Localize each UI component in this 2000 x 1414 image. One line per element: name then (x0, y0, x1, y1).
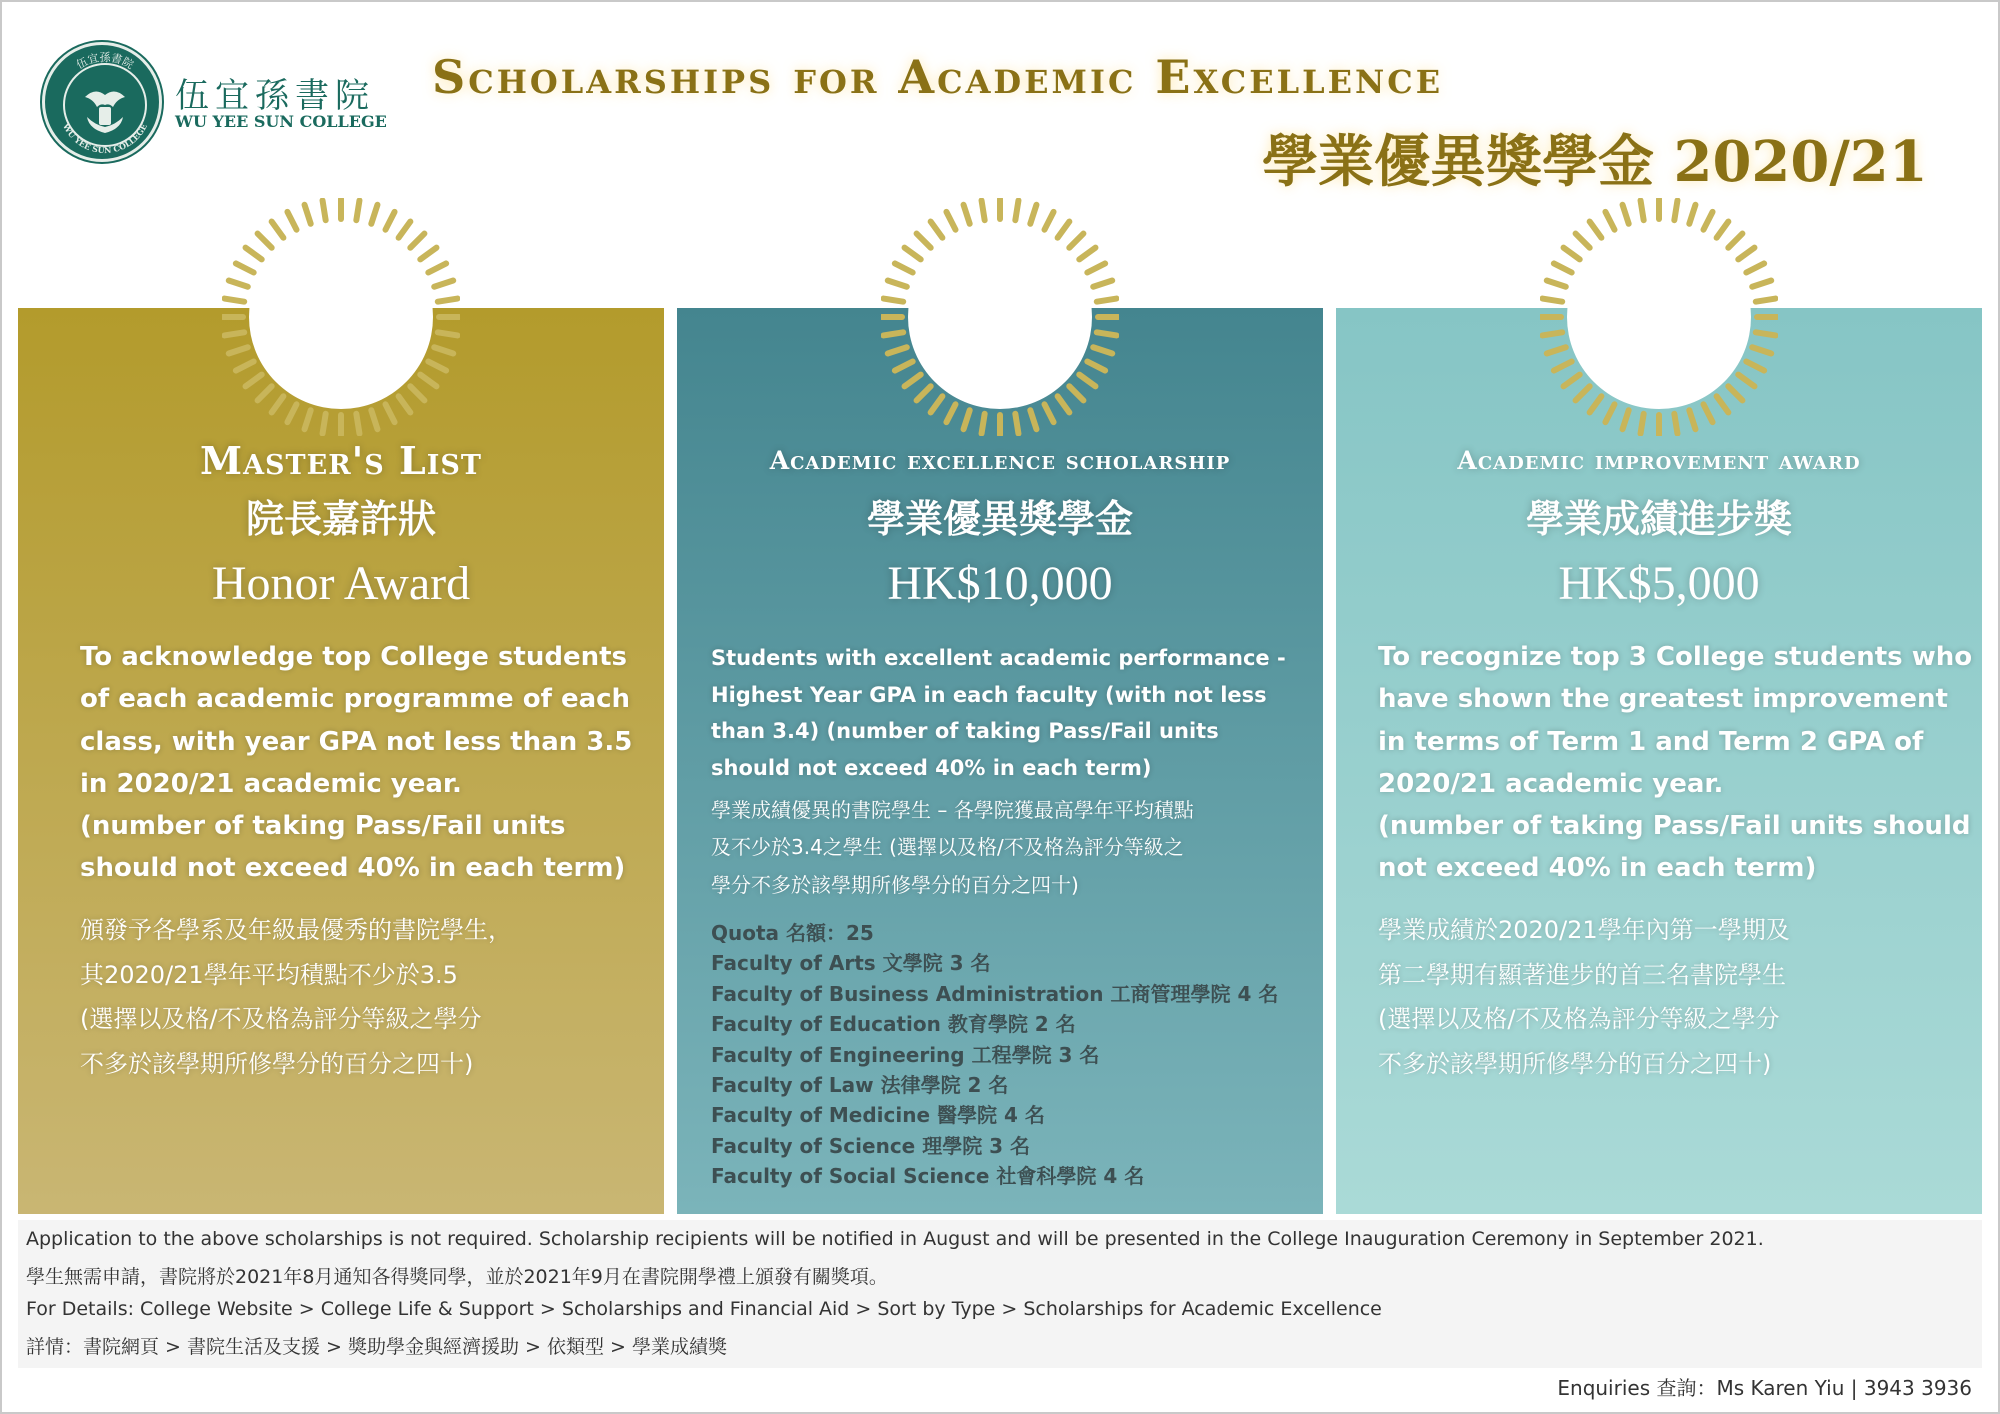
sun-ray (964, 410, 970, 429)
quota-item: Faculty of Engineering 工程學院 3 名 (711, 1042, 1100, 1067)
description-line: (選擇以及格/不及格為評分等級之學分 (1378, 1005, 1780, 1034)
college-crest-icon (42, 42, 162, 162)
sun-ray (1623, 410, 1629, 429)
sun-ray (1044, 404, 1053, 422)
sun-ray (272, 396, 284, 412)
sun-ray (1097, 299, 1117, 302)
sun-ray (1093, 347, 1112, 353)
panel-title-zh: 學業優異獎學金 (866, 496, 1133, 541)
sun-ray (1689, 205, 1695, 224)
sun-ray (1058, 396, 1070, 412)
description-line: not exceed 40% in each term) (1378, 853, 1817, 884)
svg-text:伍宜孫書院 (74, 51, 136, 72)
sun-ray (1079, 375, 1095, 387)
description-line: 2020/21 academic year. (1378, 768, 1724, 799)
sun-ray (1097, 332, 1117, 335)
sun-ray (371, 205, 377, 224)
description-line: should not exceed 40% in each term) (711, 755, 1152, 780)
description-line: 學業成績於2020/21學年內第一學期及 (1378, 916, 1790, 944)
sun-ray (883, 332, 903, 335)
quota-list (711, 918, 1278, 1192)
description-line: 不多於該學期所修學分的百分之四十) (1378, 1050, 1772, 1079)
panel-title-en: Academic excellence scholarship (769, 446, 1231, 475)
award-amount: HK$10,000 (887, 557, 1113, 610)
description-line: (number of taking Pass/Fail units (80, 811, 566, 842)
panel-description-zh (1378, 908, 1968, 1087)
description-line: (選擇以及格/不及格為評分等級之學分 (80, 1005, 482, 1034)
description-line: 不多於該學期所修學分的百分之四十) (80, 1050, 474, 1079)
sun-ray (1015, 414, 1018, 434)
sun-ray (287, 404, 296, 422)
sun-ray (1703, 404, 1712, 422)
sun-ray (1554, 263, 1572, 272)
sun-ray (236, 263, 254, 272)
panel-description-en (711, 640, 1311, 786)
sun-ray (905, 248, 921, 260)
description-line: 頒發予各學系及年級最優秀的書院學生， (80, 916, 512, 944)
sun-ray (1728, 386, 1742, 400)
sun-ray (1547, 347, 1566, 353)
sun-ray (1738, 248, 1754, 260)
description-line: in 2020/21 academic year. (80, 768, 462, 799)
sun-ray (1746, 361, 1764, 370)
panel-description-zh (80, 908, 640, 1087)
sun-ray (438, 299, 458, 302)
sun-ray (1030, 410, 1036, 429)
quota-total: Quota 名額：25 (711, 921, 874, 945)
sun-ray (323, 414, 326, 434)
panel-academic-excellence-scholarship (677, 308, 1323, 1214)
sun-ray (931, 396, 943, 412)
description-line: should not exceed 40% in each term) (80, 853, 626, 884)
sun-ray (1576, 234, 1590, 248)
sun-ray (272, 222, 284, 238)
sun-ray (888, 281, 907, 287)
description-line: 第二學期有顯著進步的首三名書院學生 (1378, 960, 1786, 989)
sun-ray (1590, 396, 1602, 412)
sun-ray (224, 299, 244, 302)
quota-item: Faculty of Education 教育學院 2 名 (711, 1012, 1076, 1037)
sun-ray (356, 200, 359, 220)
sun-ray (883, 299, 903, 302)
panel-masters-list (18, 308, 664, 1214)
sun-ray (399, 222, 411, 238)
description-line: 學業成績優異的書院學生 – 各學院獲最高學年平均積點 (711, 798, 1194, 822)
quota-item: Faculty of Medicine 醫學院 4 名 (711, 1103, 1045, 1128)
enquiries-contact: Enquiries 查詢：Ms Karen Yiu | 3943 3936 (1557, 1376, 1972, 1400)
sun-ray (385, 212, 394, 230)
sun-ray (1605, 404, 1614, 422)
sun-ray (1069, 386, 1083, 400)
sun-ray (246, 248, 262, 260)
sun-ray (1738, 375, 1754, 387)
sun-ray (1623, 205, 1629, 224)
sun-ray (905, 375, 921, 387)
sun-ray (323, 200, 326, 220)
panel-description-en (80, 636, 640, 890)
sun-ray (1756, 332, 1776, 335)
application-note (18, 1220, 1982, 1368)
sun-ray (1087, 263, 1105, 272)
description-line: 學分不多於該學期所修學分的百分之四十) (711, 872, 1079, 897)
sun-ray (1030, 205, 1036, 224)
description-line: of each academic programme of each (80, 684, 631, 715)
sun-ray (1093, 281, 1112, 287)
panel-title-en: Master's List (200, 438, 482, 483)
description-line: To acknowledge top College students (80, 642, 628, 672)
sun-ray (399, 396, 411, 412)
quota-item: Faculty of Law 法律學院 2 名 (711, 1073, 1009, 1098)
sun-ray (1079, 248, 1095, 260)
description-line: Students with excellent academic performance - (711, 646, 1286, 670)
description-line: (number of taking Pass/Fail units should (1378, 811, 1971, 842)
sun-ray (1590, 222, 1602, 238)
sun-ray (895, 263, 913, 272)
sun-ray (1728, 234, 1742, 248)
college-name-en: WU YEE SUN COLLEGE (175, 112, 387, 131)
sun-ray (946, 404, 955, 422)
panel-title-en: Academic improvement award (1457, 446, 1861, 475)
sun-ray (964, 205, 970, 224)
sun-ray (410, 234, 424, 248)
sun-ray (1069, 234, 1083, 248)
panel-description-en (1378, 636, 1973, 890)
sun-ray (1087, 361, 1105, 370)
sun-ray (428, 263, 446, 272)
description-line: in terms of Term 1 and Term 2 GPA of (1378, 726, 1924, 757)
sun-ray (1752, 347, 1771, 353)
sun-ray (428, 361, 446, 370)
sun-ray (982, 414, 985, 434)
quota-item: Faculty of Business Administration 工商管理學院 4 名 (711, 981, 1279, 1006)
details-path-zh: 詳情：書院網頁 > 書院生活及支援 > 獎助學金與經濟援助 > 依類型 > 學業成績獎 (26, 1336, 727, 1358)
description-line: 及不少於3.4之學生 (選擇以及格/不及格為評分等級之 (711, 835, 1184, 860)
sun-ray (1717, 396, 1729, 412)
sun-ray (224, 332, 244, 335)
note-line-en: Application to the above scholarships is not required. Scholarship recipients will be notified in August and will be presented in the College Inauguration Ceremony in September 2021. (26, 1228, 1764, 1250)
sun-ray (246, 375, 262, 387)
sunburst-icon (222, 198, 460, 436)
sunburst-icon (1540, 198, 1778, 436)
sun-ray (305, 205, 311, 224)
sun-ray (1554, 361, 1572, 370)
sun-ray (946, 212, 955, 230)
sunburst-icon (881, 198, 1119, 436)
sun-ray (1752, 281, 1771, 287)
description-line: than 3.4) (number of taking Pass/Fail units (711, 719, 1219, 743)
sun-ray (1564, 248, 1580, 260)
svg-text:WU YEE SUN COLLEGE (60, 121, 148, 155)
panel-title-zh: 院長嘉許狀 (245, 496, 436, 541)
sun-ray (305, 410, 311, 429)
sun-ray (258, 386, 272, 400)
crest-ring-bottom: WU YEE SUN COLLEGE (60, 121, 149, 156)
crest-ring-text (45, 45, 165, 165)
sun-ray (434, 347, 453, 353)
panel-description-zh (711, 792, 1311, 904)
sun-ray (1058, 222, 1070, 238)
sun-ray (917, 386, 931, 400)
award-amount: HK$5,000 (1558, 557, 1760, 610)
description-line: have shown the greatest improvement (1378, 684, 1948, 715)
sun-ray (1015, 200, 1018, 220)
sunburst-rays (881, 198, 1119, 436)
sun-ray (1746, 263, 1764, 272)
sun-ray (434, 281, 453, 287)
sun-ray (1674, 200, 1677, 220)
sun-ray (420, 375, 436, 387)
description-line: To recognize top 3 College students who (1378, 642, 1973, 672)
sun-ray (888, 347, 907, 353)
sun-ray (1564, 375, 1580, 387)
details-path-en: For Details: College Website > College Life & Support > Scholarships and Financial Aid > Sort by Type > Scholarships for Academic Excellence (26, 1298, 1382, 1320)
panel-academic-improvement-award (1336, 308, 1982, 1214)
crest-ring-top: 伍宜孫書院 (74, 51, 136, 72)
sun-ray (287, 212, 296, 230)
sun-ray (229, 281, 248, 287)
sun-ray (1576, 386, 1590, 400)
sun-ray (1605, 212, 1614, 230)
sun-ray (1044, 212, 1053, 230)
sun-ray (1641, 200, 1644, 220)
poster-title-zh: 學業優異獎學金 2020/21 (1262, 129, 1928, 195)
sun-ray (420, 248, 436, 260)
sun-ray (356, 414, 359, 434)
sun-ray (1674, 414, 1677, 434)
sun-ray (410, 386, 424, 400)
quota-item: Faculty of Social Science 社會科學院 4 名 (711, 1164, 1145, 1189)
sun-ray (371, 410, 377, 429)
description-line: Highest Year GPA in each faculty (with not less (711, 682, 1267, 707)
note-line-zh: 學生無需申請，書院將於2021年8月通知各得獎同學，並於2021年9月在書院開學禮上頒發有關獎項。 (26, 1266, 888, 1288)
description-line: class, with year GPA not less than 3.5 (80, 726, 633, 757)
sun-ray (1717, 222, 1729, 238)
sun-ray (1547, 281, 1566, 287)
sun-ray (385, 404, 394, 422)
sun-ray (438, 332, 458, 335)
sun-ray (931, 222, 943, 238)
description-line: 其2020/21學年平均積點不少於3.5 (80, 960, 458, 989)
sunburst-rays (222, 198, 460, 436)
college-name-zh: 伍宜孫書院 (175, 76, 375, 116)
sun-ray (895, 361, 913, 370)
sunburst-rays (1540, 198, 1778, 436)
sun-ray (1542, 299, 1562, 302)
sun-ray (236, 361, 254, 370)
award-amount: Honor Award (211, 557, 471, 610)
sun-ray (917, 234, 931, 248)
sun-ray (258, 234, 272, 248)
sun-ray (1689, 410, 1695, 429)
quota-item: Faculty of Science 理學院 3 名 (711, 1133, 1031, 1158)
sun-ray (229, 347, 248, 353)
sun-ray (1756, 299, 1776, 302)
quota-item: Faculty of Arts 文學院 3 名 (711, 951, 991, 976)
sun-ray (1641, 414, 1644, 434)
sun-ray (982, 200, 985, 220)
poster-title-en: Scholarships for Academic Excellence (432, 50, 1444, 104)
sun-ray (1542, 332, 1562, 335)
sun-ray (1703, 212, 1712, 230)
panel-title-zh: 學業成績進步獎 (1525, 496, 1792, 541)
